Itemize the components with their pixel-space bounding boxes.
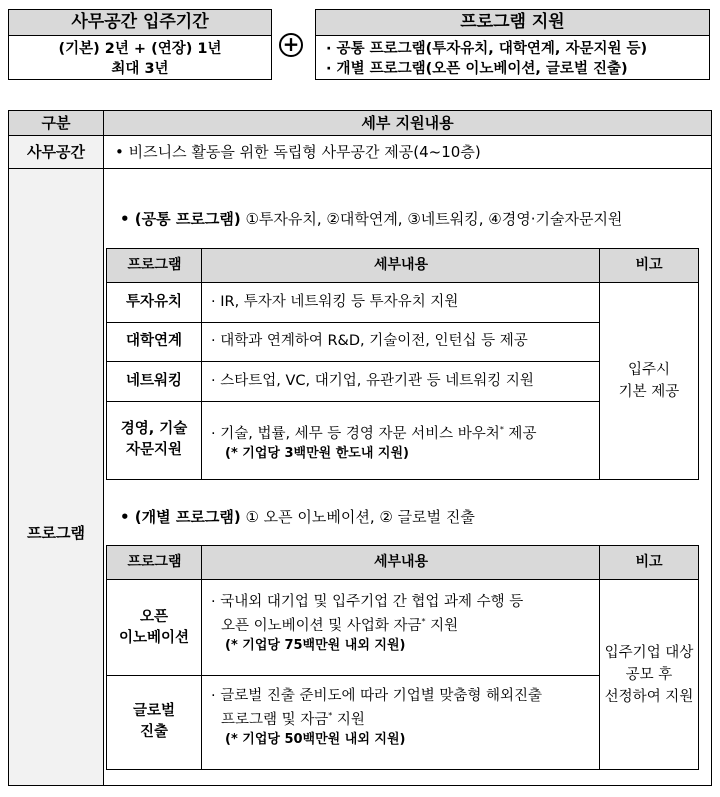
common-divider-v1 (201, 249, 202, 479)
office-text: • 비즈니스 활동을 위한 독립형 사무공간 제공(4~10층) (115, 143, 481, 161)
individual-program-bullet (120, 506, 475, 527)
residency-period-line2: 최대 3년 (111, 61, 169, 77)
common-row-name: 네트워킹 (125, 372, 183, 389)
individual-row-desc-tail: 지원 (425, 617, 459, 634)
common-th-program: 프로그램 (107, 249, 202, 283)
program-support-box (315, 9, 710, 80)
common-program-bullet-bold: • (공통 프로그램) (120, 210, 241, 228)
individual-program-bullet-rest: ① 오픈 이노베이션, ② 글로벌 진출 (240, 508, 475, 526)
common-row-name-line2: 자문지원 (125, 442, 183, 458)
common-row-desc-advisory (211, 420, 536, 464)
individual-row-desc-global (211, 686, 542, 750)
individual-program-table (106, 545, 699, 770)
common-row-name: 투자유치 (125, 294, 183, 310)
common-row-desc-text: · 기술, 법률, 세무 등 경영 자문 서비스 바우처 (211, 425, 500, 442)
common-row-desc-tail: 제공 (503, 425, 537, 442)
plus-icon: + (279, 33, 303, 57)
common-program-table (106, 248, 699, 480)
table-header (9, 111, 711, 136)
individual-remark-line1: 입주기업 대상 (604, 644, 694, 661)
individual-remark-line2: 공모 후 (625, 666, 673, 683)
individual-th-remark: 비고 (600, 546, 698, 580)
footnote-marker: * (421, 617, 426, 626)
individual-divider-v1 (201, 546, 202, 769)
program-support-body (316, 36, 709, 79)
individual-row-name-global (107, 675, 201, 769)
common-th-remark: 비고 (600, 249, 698, 283)
common-remark (600, 283, 698, 479)
residency-period-box (8, 9, 272, 80)
individual-program-bullet-bold: • (개별 프로그램) (120, 508, 241, 526)
individual-row-name-line2: 진출 (139, 724, 168, 740)
individual-remark (600, 580, 698, 769)
individual-row-name-line1: 글로벌 (132, 703, 176, 719)
common-th-details: 세부내용 (202, 249, 600, 283)
program-support-line1: · 공통 프로그램(투자유치, 대학연계, 자문지원 등) (326, 41, 648, 57)
common-row-desc: · 스타트업, VC, 대기업, 유관기관 등 네트워킹 지원 (211, 373, 534, 389)
residency-period-line1: (기본) 2년 + (연장) 1년 (58, 41, 222, 57)
program-support-line2: · 개별 프로그램(오픈 이노베이션, 글로벌 진출) (326, 61, 628, 77)
individual-row-note: (* 기업당 75백만원 내외 지원) (225, 637, 406, 653)
office-label: 사무공간 (9, 136, 104, 168)
office-row (9, 136, 711, 169)
individual-row-desc-line2: 오픈 이노베이션 및 사업화 자금 (221, 617, 422, 634)
common-row-name: 대학연계 (125, 333, 183, 349)
program-support-title: 프로그램 지원 (316, 10, 709, 36)
individual-row-name-line2: 이노베이션 (118, 629, 190, 646)
individual-row-desc-open-innovation (211, 592, 523, 656)
common-row-name-line1: 경영, 기술 (120, 421, 188, 437)
footnote-marker: * (328, 711, 333, 720)
program-label-cell (9, 169, 104, 785)
common-remark-line1: 입주시 (627, 362, 671, 378)
residency-period-title: 사무공간 입주기간 (9, 10, 271, 36)
support-details-table (8, 110, 712, 786)
residency-period-body (9, 36, 271, 79)
individual-th-details: 세부내용 (202, 546, 600, 580)
header-category: 구분 (9, 111, 104, 135)
common-row-desc: · 대학과 연계하여 R&D, 기술이전, 인턴십 등 제공 (211, 333, 528, 349)
individual-row-desc-line2: 프로그램 및 자금 (221, 711, 329, 728)
common-remark-line2: 기본 제공 (618, 384, 680, 400)
common-program-bullet-rest: ①투자유치, ②대학연계, ③네트워킹, ④경영·기술자문지원 (240, 210, 623, 228)
common-row-name-advisory (107, 401, 201, 479)
program-label: 프로그램 (27, 524, 85, 542)
common-row-desc: · IR, 투자자 네트워킹 등 투자유치 지원 (211, 294, 459, 310)
footnote-marker: * (499, 425, 504, 434)
header-details: 세부 지원내용 (361, 114, 454, 132)
individual-row-name-line1: 오픈 (139, 608, 168, 625)
common-program-bullet (120, 208, 622, 229)
individual-row-note: (* 기업당 50백만원 내외 지원) (225, 731, 406, 747)
individual-row-desc-tail: 지원 (332, 711, 365, 728)
individual-row-name-open-innovation (107, 580, 201, 675)
individual-remark-line3: 선정하여 지원 (604, 688, 694, 705)
individual-th-program: 프로그램 (107, 546, 202, 580)
individual-row-desc-line1: · 글로벌 진출 준비도에 따라 기업별 맞춤형 해외진출 (211, 688, 543, 704)
common-row-note: (* 기업당 3백만원 한도내 지원) (225, 445, 409, 461)
individual-row-desc-line1: · 국내외 대기업 및 입주기업 간 협업 과제 수행 등 (211, 594, 524, 610)
